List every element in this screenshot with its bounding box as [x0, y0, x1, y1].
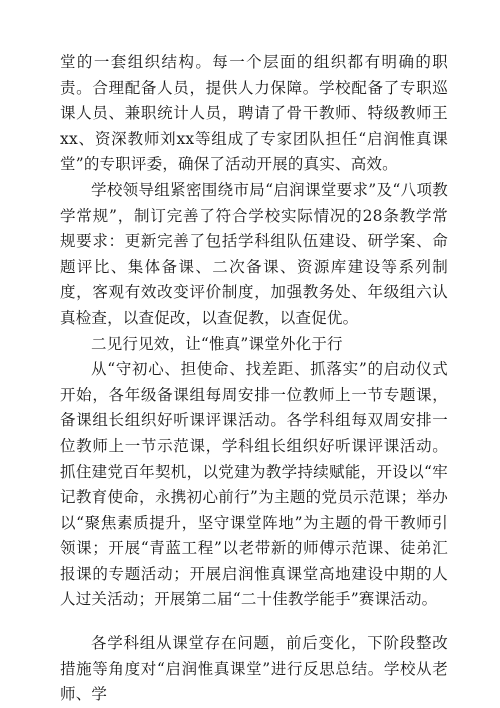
paragraph-gap — [60, 613, 448, 631]
paragraph-reflection: 各学科组从课堂存在问题，前后变化，下阶段整改措施等角度对“启润惟真课堂”进行反思总结。学校从老师、学 — [60, 634, 448, 704]
paragraph-org-structure: 堂的一套组织结构。每一个层面的组织都有明确的职责。合理配备人员，提供人力保障。学校配备了专职巡课人员、兼职统计人员，聘请了骨干教师、特级教师王xx、资深教师刘xx等组成了专家团队担任“启润惟真课堂”的专职评委，确保了活动开展的真实、高效。 — [60, 53, 448, 174]
paragraph-activities: 从“守初心、担使命、找差距、抓落实”的启动仪式开始，各年级备课组每周安排一位教师上一节专题课，备课组长组织好听课评课活动。各学科组每双周安排一位教师上一节示范课，学科组长组织好听课评课活动。抓住建党百年契机，以党建为教学持续赋能，开设以“牢记教育使命，永携初心前行”为主题的党员示范课；举办以“聚焦素质提升，坚守课堂阵地”为主题的骨干教师引领课；开展“青蓝工程”以老带新的师傅示范课、徒弟汇报课的专题活动；开展启润惟真课堂高地建设中期的人人过关活动；开展第二届“二十佳教学能手”赛课活动。 — [60, 360, 448, 609]
section-heading: 二见行见效，让“惟真”课堂外化于行 — [91, 334, 343, 353]
document-page — [60, 50, 448, 708]
paragraph-teaching-rules: 学校领导组紧密围绕市局“启润课堂要求”及“八项教学常规”，制订完善了符合学校实际情况的28条教学常规要求：更新完善了包括学科组队伍建设、研学案、命题评比、集体备课、二次备课、资源库建设等系列制度，客观有效改变评价制度，加强教务处、年级组六认真检查，以查促改，以查促教，以查促优。 — [60, 180, 448, 327]
